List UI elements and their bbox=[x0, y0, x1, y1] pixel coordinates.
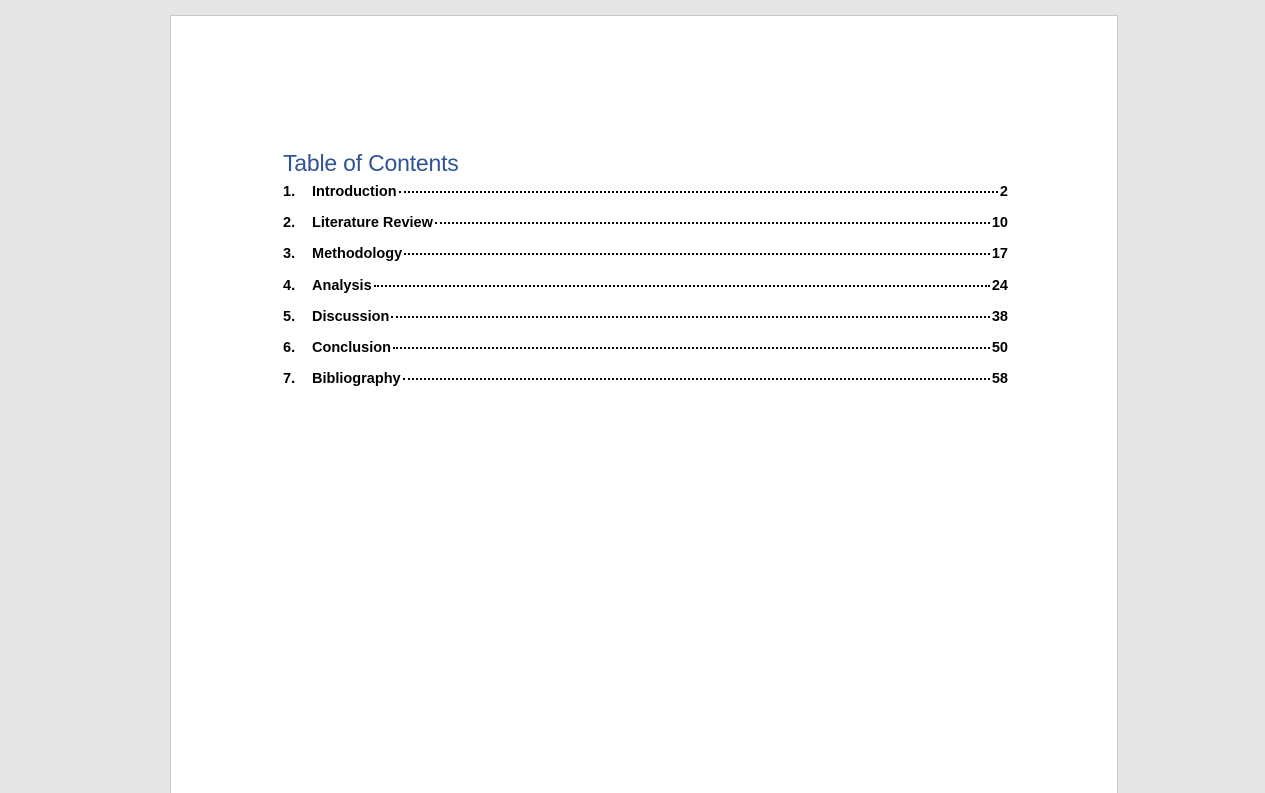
toc-entry-number: 3. bbox=[283, 246, 296, 263]
toc-entry-title: Discussion bbox=[312, 308, 390, 325]
toc-entry-title: Bibliography bbox=[312, 371, 401, 388]
toc-dot-leader bbox=[391, 316, 990, 318]
toc-entry-number: 5. bbox=[283, 308, 296, 325]
toc-entry-number: 1. bbox=[283, 184, 296, 200]
toc-dot-leader bbox=[404, 253, 990, 255]
toc-entry-bibliography[interactable] bbox=[283, 371, 1008, 402]
toc-list bbox=[283, 184, 1008, 402]
toc-entry-analysis[interactable] bbox=[283, 278, 1008, 309]
toc-entry-number: 7. bbox=[283, 371, 296, 388]
toc-entry-title: Methodology bbox=[312, 246, 403, 263]
toc-entry-number: 2. bbox=[283, 215, 296, 232]
toc-entry-conclusion[interactable] bbox=[283, 340, 1008, 371]
table-of-contents bbox=[283, 148, 1008, 402]
toc-dot-leader bbox=[435, 222, 990, 224]
toc-entry-page: 24 bbox=[991, 277, 1008, 294]
toc-heading: Table of Contents bbox=[283, 150, 459, 176]
toc-dot-leader bbox=[393, 347, 990, 349]
toc-entry-number: 4. bbox=[283, 277, 296, 294]
toc-entry-page: 38 bbox=[991, 308, 1008, 325]
toc-entry-page: 17 bbox=[991, 246, 1008, 263]
toc-dot-leader bbox=[399, 191, 998, 193]
toc-entry-literature-review[interactable] bbox=[283, 215, 1008, 246]
toc-entry-page: 2 bbox=[999, 184, 1008, 200]
toc-entry-page: 58 bbox=[991, 371, 1008, 388]
toc-dot-leader bbox=[403, 378, 990, 380]
toc-entry-title: Introduction bbox=[312, 184, 397, 200]
toc-entry-title: Conclusion bbox=[312, 339, 391, 356]
toc-entry-number: 6. bbox=[283, 339, 296, 356]
toc-entry-title: Literature Review bbox=[312, 215, 433, 232]
toc-entry-title: Analysis bbox=[312, 277, 372, 294]
document-page[interactable] bbox=[170, 15, 1118, 793]
toc-entry-methodology[interactable] bbox=[283, 246, 1008, 277]
toc-entry-page: 10 bbox=[991, 215, 1008, 232]
toc-entry-discussion[interactable] bbox=[283, 309, 1008, 340]
toc-dot-leader bbox=[374, 285, 990, 287]
toc-entry-page: 50 bbox=[991, 339, 1008, 356]
toc-entry-introduction[interactable] bbox=[283, 184, 1008, 215]
